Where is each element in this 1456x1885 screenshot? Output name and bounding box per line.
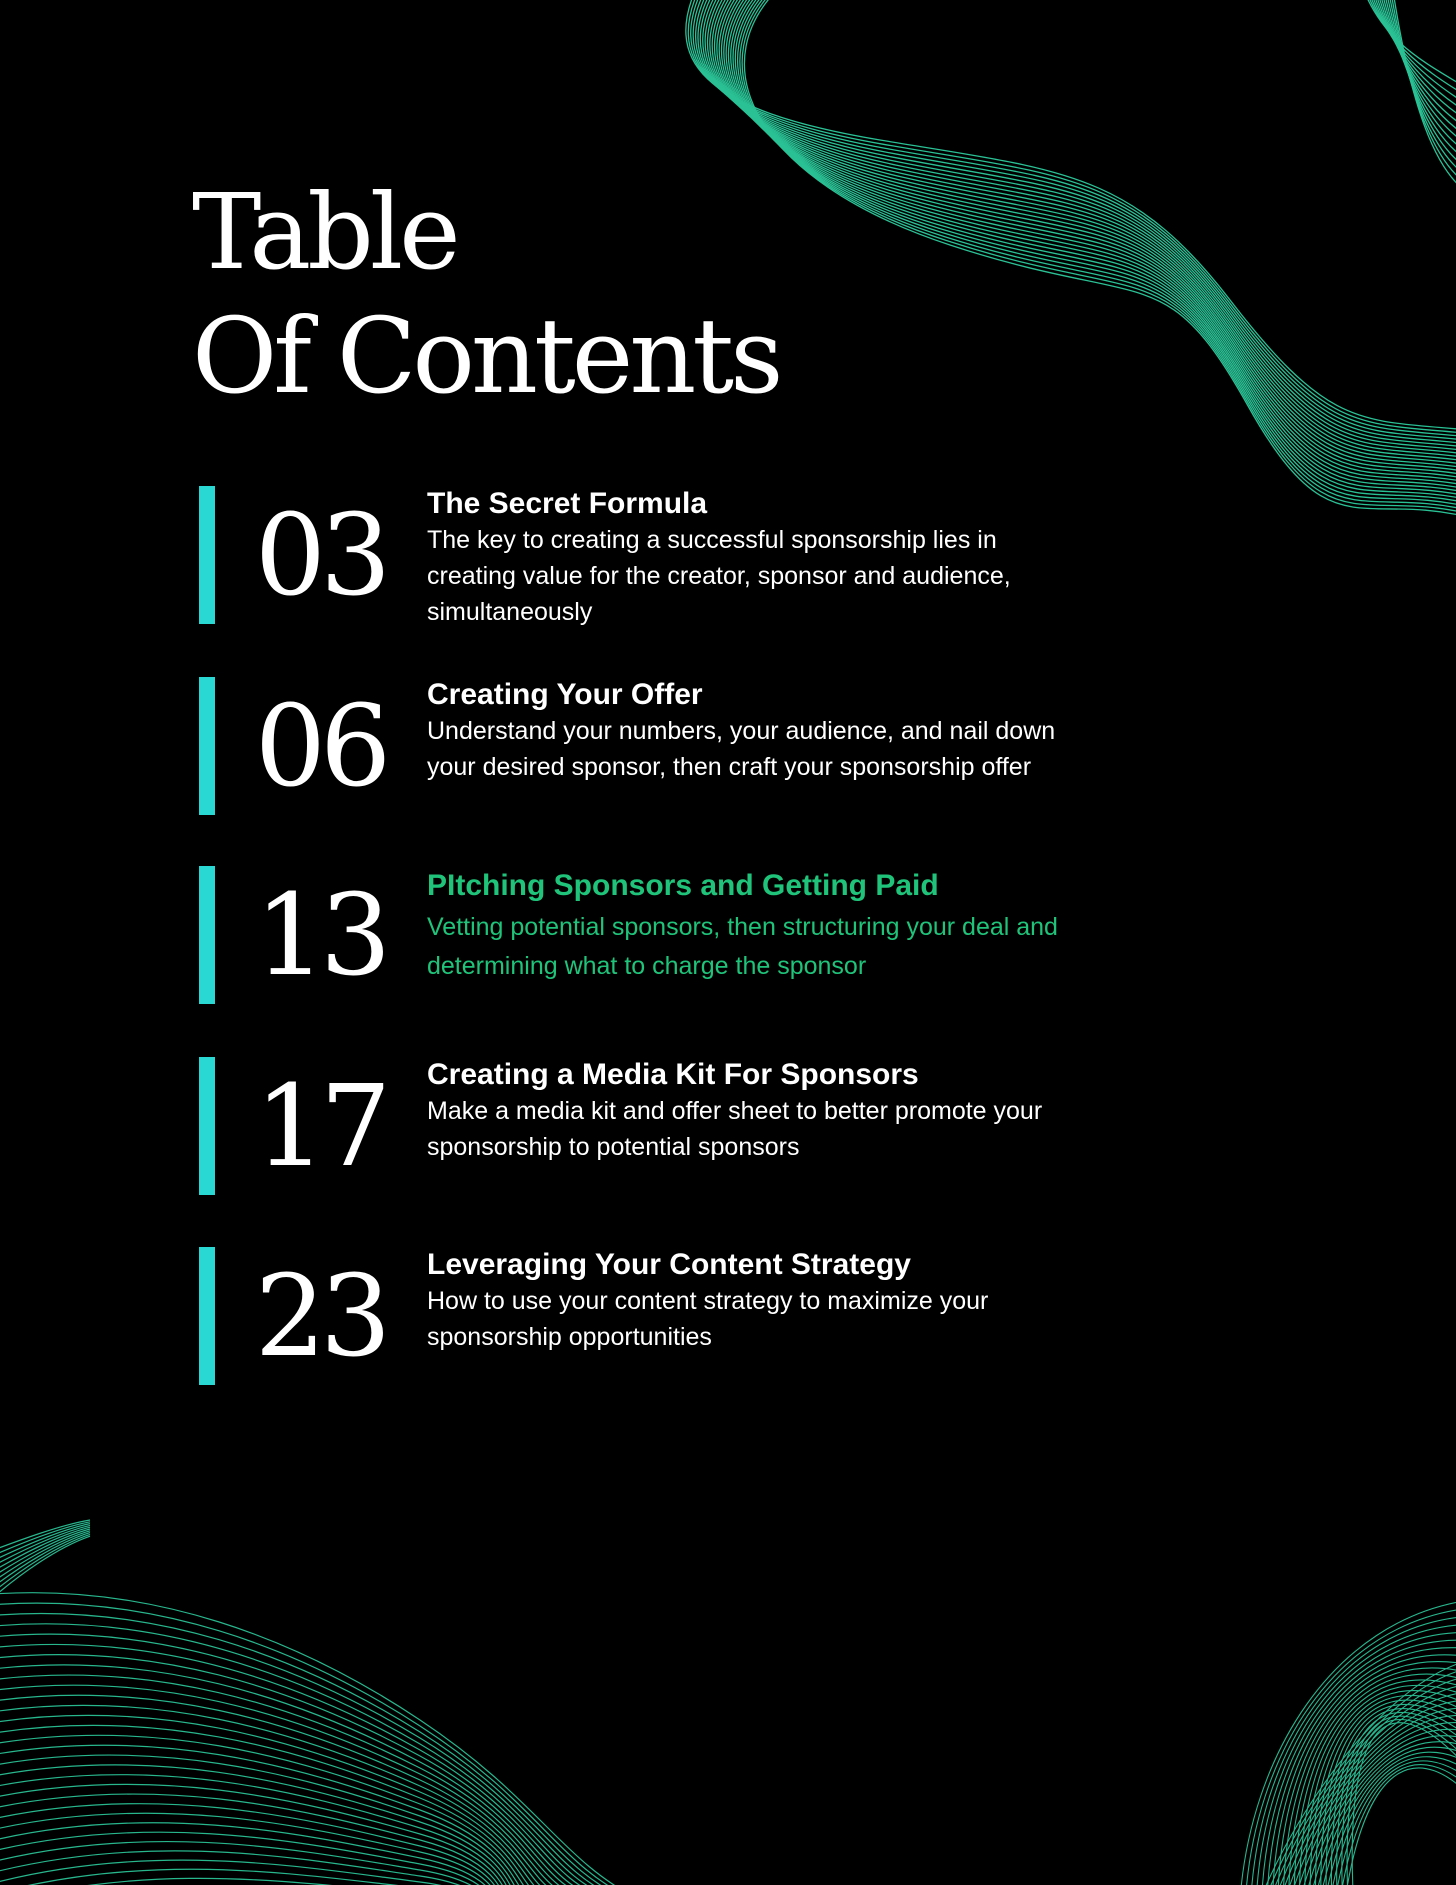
toc-entry[interactable] <box>0 486 1100 626</box>
page-number: 13 <box>254 871 386 1001</box>
toc-description: Make a media kit and offer sheet to better promote your sponsorship to potential sponsors <box>427 1097 1043 1161</box>
toc-heading: The Secret Formula <box>427 487 708 520</box>
toc-entry-text <box>427 1057 1067 1165</box>
toc-description: The key to creating a successful sponsorship lies in creating value for the creator, sponsor and audience, simultaneously <box>427 526 1011 626</box>
accent-bar <box>199 677 215 815</box>
toc-entry[interactable] <box>0 677 1100 817</box>
toc-entry-text <box>427 1247 1067 1355</box>
toc-heading: Creating Your Offer <box>427 678 703 711</box>
toc-heading: Leveraging Your Content Strategy <box>427 1248 911 1281</box>
page-number: 06 <box>254 682 386 812</box>
page-number: 03 <box>254 491 386 621</box>
toc-entry-text <box>427 868 1067 986</box>
accent-bar <box>199 486 215 624</box>
toc-entry-highlighted[interactable] <box>0 866 1100 1006</box>
toc-entry-text <box>427 677 1067 785</box>
toc-entry[interactable] <box>0 1057 1100 1197</box>
toc-description: Vetting potential sponsors, then structuring your deal and determining what to charge the sponsor <box>427 913 1058 980</box>
toc-entry-text <box>427 486 1067 630</box>
title-line-2: Of Contents <box>192 295 780 417</box>
page-number: 17 <box>254 1062 386 1192</box>
accent-bar <box>199 1057 215 1195</box>
page-number: 23 <box>254 1252 386 1382</box>
accent-bar <box>199 866 215 1004</box>
toc-description: How to use your content strategy to maximize your sponsorship opportunities <box>427 1287 989 1351</box>
toc-description: Understand your numbers, your audience, and nail down your desired sponsor, then craft your sponsorship offer <box>427 717 1056 781</box>
accent-bar <box>199 1247 215 1385</box>
toc-entry[interactable] <box>0 1247 1100 1387</box>
toc-heading: PItching Sponsors and Getting Paid <box>427 869 939 902</box>
title-line-1: Table <box>192 171 457 293</box>
toc-heading: Creating a Media Kit For Sponsors <box>427 1058 919 1091</box>
